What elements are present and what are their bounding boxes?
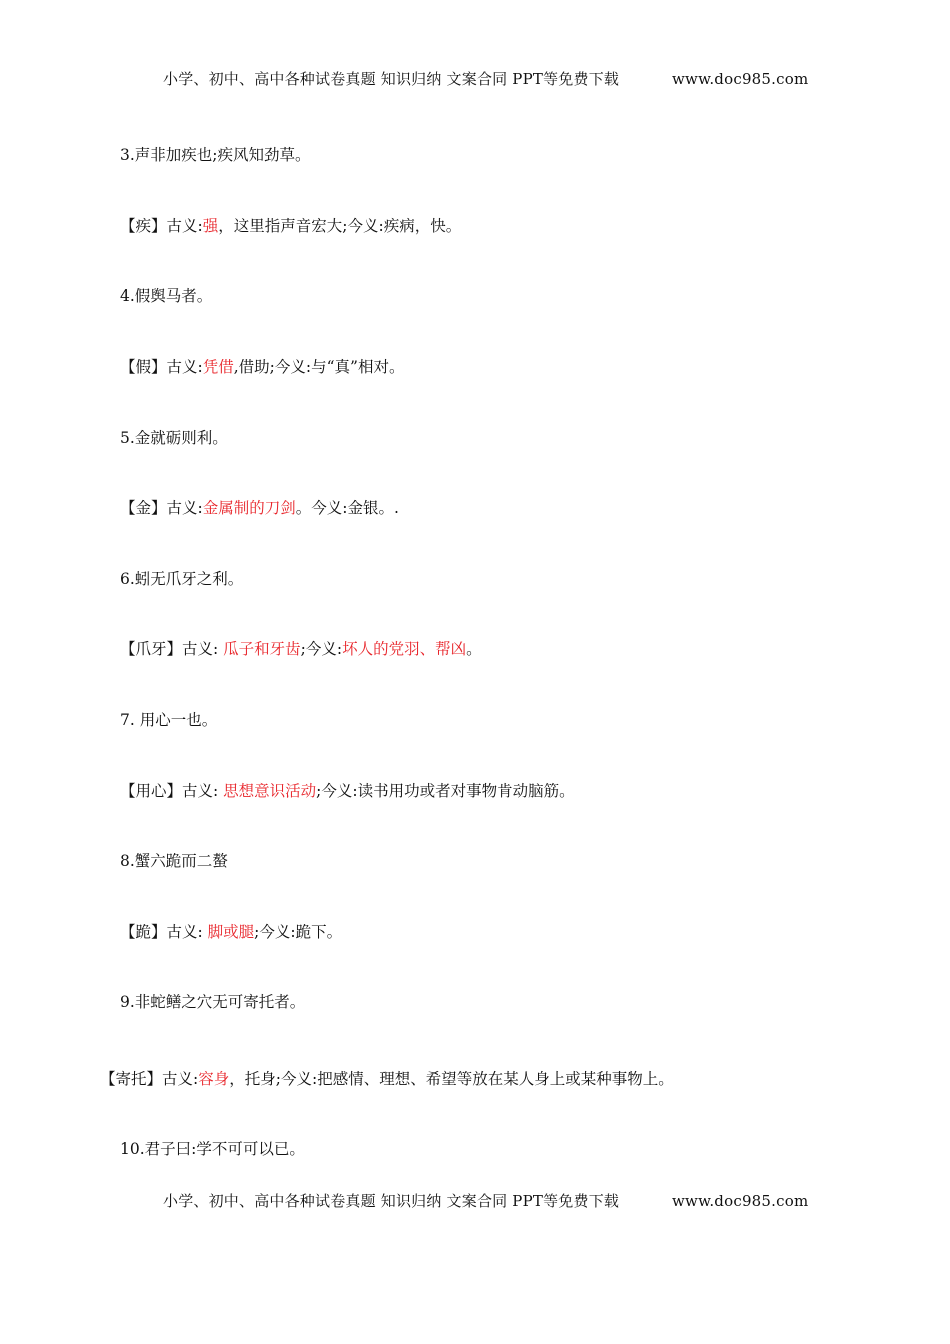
note-6: [120, 638, 482, 660]
note-8-ancient: 脚或腿: [207, 923, 255, 941]
note-7-label: 【用心】古义:: [120, 782, 224, 800]
note-7-ancient: 思想意识活动: [223, 782, 317, 800]
note-3-rest: ，这里指声音宏大;今义:疾病，快。: [218, 217, 462, 235]
note-5-rest: 。今义:金银。.: [295, 499, 399, 517]
note-9-ancient: 容身: [198, 1070, 230, 1088]
header-url: www.doc985.com: [672, 70, 809, 88]
note-3-label: 【疾】古义:: [120, 217, 203, 235]
note-4-rest: ,借助;今义:与“真”相对。: [233, 358, 405, 376]
question-9: 9.非蛇鳝之穴无可寄托者。: [120, 993, 306, 1011]
question-8: 8.蟹六跪而二螯: [120, 852, 228, 870]
note-6-mid: ;今义:: [300, 640, 343, 658]
page-header: [163, 68, 619, 90]
note-7-rest: ;今义:读书用功或者对事物肯动脑筋。: [316, 782, 575, 800]
page-footer: [163, 1190, 619, 1212]
note-6-ancient: 瓜子和牙齿: [223, 640, 301, 658]
question-10: 10.君子曰:学不可可以已。: [120, 1140, 305, 1158]
question-5: 5.金就砺则利。: [120, 429, 228, 447]
header-text: 小学、初中、高中各种试卷真题 知识归纳 文案合同 PPT等免费下载: [163, 70, 620, 88]
question-3: 3.声非加疾也;疾风知劲草。: [120, 146, 311, 164]
note-9-label: 【寄托】古义:: [100, 1070, 199, 1088]
note-5-ancient: 金属制的刀剑: [202, 499, 296, 517]
footer-text: 小学、初中、高中各种试卷真题 知识归纳 文案合同 PPT等免费下载: [163, 1192, 620, 1210]
question-4: 4.假舆马者。: [120, 287, 213, 305]
note-4-label: 【假】古义:: [120, 358, 203, 376]
note-6-modern: 坏人的党羽、帮凶: [342, 640, 467, 658]
question-6: 6.蚓无爪牙之利。: [120, 570, 244, 588]
note-3-ancient: 强: [202, 217, 219, 235]
note-6-label: 【爪牙】古义:: [120, 640, 224, 658]
footer-url: www.doc985.com: [672, 1192, 809, 1210]
note-4-ancient: 凭借: [202, 358, 234, 376]
note-8-label: 【跪】古义:: [120, 923, 208, 941]
note-5: [120, 497, 399, 519]
note-3: [120, 215, 461, 237]
question-7: 7. 用心一也。: [120, 711, 218, 729]
note-9-rest: ，托身;今义:把感情、理想、希望等放在某人身上或某种事物上。: [229, 1070, 674, 1088]
note-9: [100, 1068, 674, 1090]
note-5-label: 【金】古义:: [120, 499, 203, 517]
note-8: [120, 921, 342, 943]
note-4: [120, 356, 404, 378]
note-7: [120, 780, 575, 802]
note-6-end: 。: [466, 640, 482, 658]
note-8-rest: ;今义:跪下。: [254, 923, 343, 941]
